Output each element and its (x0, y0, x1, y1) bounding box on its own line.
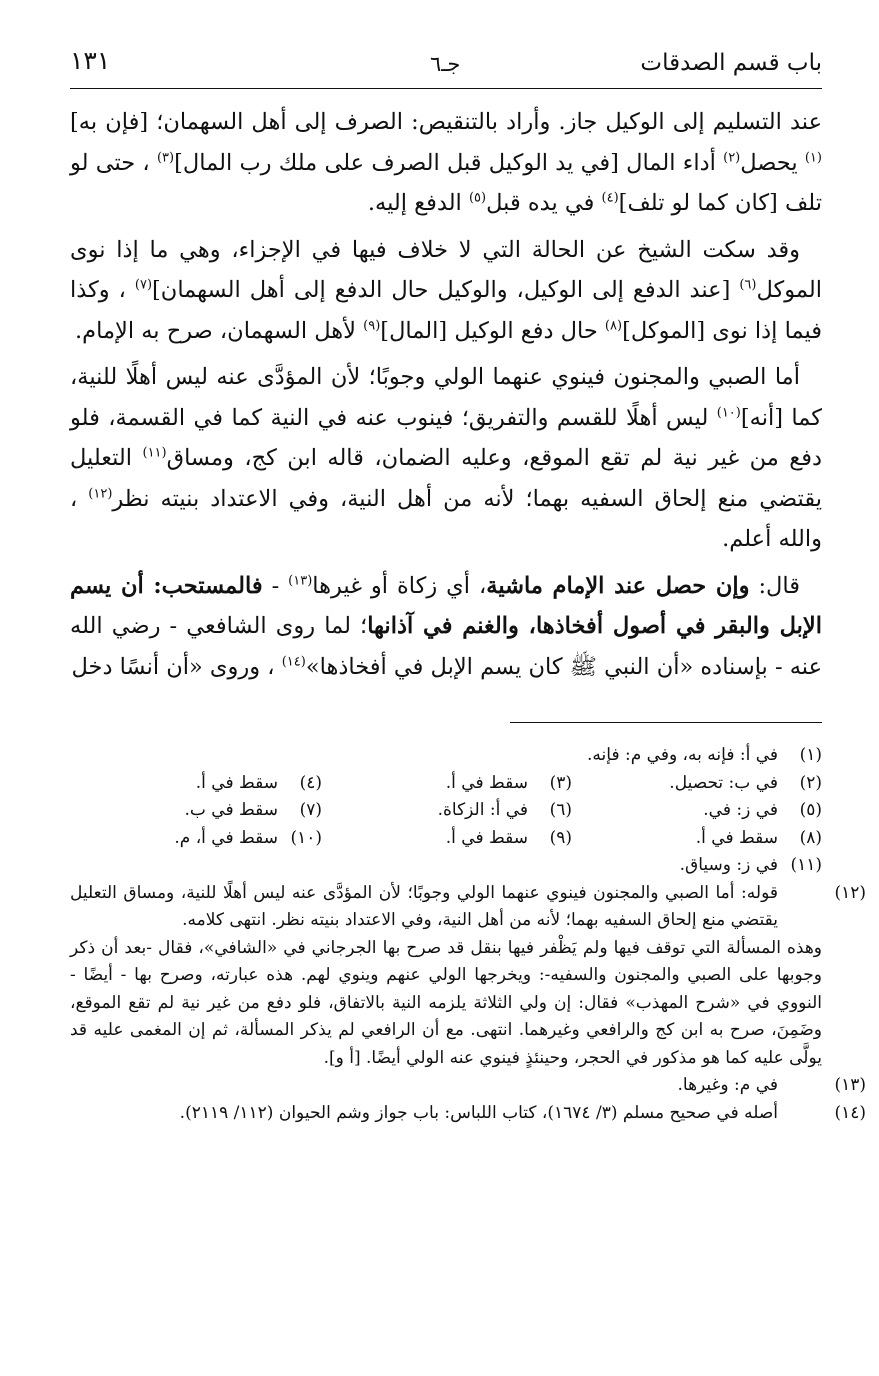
text-run: ليس أهلًا للقسم والتفريق؛ فينوب عنه في النية كما في القسمة، فلو دفع من غير نية لم تقع الموقع، وعليه الضمان، قاله ابن كج، ومساق (70, 404, 822, 471)
text-run: أما الصبي والمجنون فينوي عنهما الولي وجوبًا؛ لأن المؤدَّى عنه ليس أهلًا للنية، كما [أنه] (70, 364, 822, 431)
footnote-text: قوله: أما الصبي والمجنون فينوي عنهما الولي وجوبًا؛ لأن المؤدَّى عنه ليس أهلًا للنية، ومساق التعليل يقتضي منع إلحاق السفيه بهما؛ لأنه من أهل النية، وفي الاعتداد بنيته نظر. انتهى كلامه. (70, 882, 778, 930)
footnote-row (70, 797, 822, 825)
footnote (70, 852, 822, 880)
footnote-marker: (١٤) (281, 654, 306, 669)
footnote-marker: (٩) (363, 318, 381, 333)
footnotes (70, 742, 866, 1127)
text-run: ، وكذا فيما إذا نوى [الموكل] (70, 277, 822, 344)
chapter-title: باب قسم الصدقات (640, 50, 822, 76)
text-run: ، أي زكاة أو غيرها (312, 572, 487, 599)
paragraph-2 (70, 230, 822, 352)
text-run: لأهل السهمان، صرح به الإمام. (75, 317, 364, 344)
page-number: ١٣١ (70, 46, 111, 75)
paragraph-3 (70, 357, 822, 560)
paragraph-1 (70, 102, 822, 224)
footnote-row (70, 852, 822, 880)
text-run: الدفع إليه. (367, 190, 469, 216)
footnote (322, 797, 572, 825)
footnote-text: في أ: الزكاة. (437, 800, 528, 820)
footnote-row (70, 770, 822, 798)
footnote-paragraph (70, 935, 822, 1073)
footnote-text: سقط في ب. (184, 800, 278, 820)
paragraph-4 (70, 566, 822, 688)
footnote-text: سقط في أ. (695, 827, 778, 848)
footnote-marker: (٦) (739, 277, 757, 293)
text-run: [عند الدفع إلى الوكيل، والوكيل حال الدفع إلى أهل السهمان] (152, 277, 740, 303)
footnote-number: (٣) (549, 772, 572, 793)
footnote-paragraph (70, 1072, 866, 1100)
footnote-text: في ب: تحصيل. (669, 772, 778, 793)
footnote-number: (٥) (799, 800, 822, 820)
footnote-marker: (٨) (604, 318, 623, 333)
footnote-row (70, 825, 822, 853)
matn-text: وإن حصل عند الإمام ماشية (486, 572, 750, 599)
footnote-text: وهذه المسألة التي توقف فيها ولم يَظْفر فيها بنقل قد صرح بها الجرجاني في «الشافي»، فقال -بعد أن ذكر وجوبها على الصبي والمجنون والسفيه-: ويخرجها الولي عنهم وينوي لهم. هذه عبارته، وصرح بها - أيضًا - النووي في «شرح المهذب» فقال: إن ولي الثلاثة يلزمه النية بالاتفاق، فلو دفع من غير نية لم تقع الموقع، وضَمِنَ، صرح به ابن كج والرافعي وغيرهما. انتهى. مع أن الرافعي لم يذكر المسألة، ثم إن المغمى عليه قد يولَّى عليه كما هو مذكور في الحجر، وحينئذٍ فينوي عنه الولي أيضًا. [أ و]. (70, 937, 822, 1068)
footnote (322, 770, 572, 798)
footnote-row (70, 742, 822, 770)
text-run: حال دفع الوكيل [المال] (380, 317, 605, 344)
footnote-text: سقط في أ، م. (174, 827, 278, 848)
footnote-marker: (٤) (601, 190, 619, 206)
footnote-number: (٩) (549, 827, 572, 848)
text-run: - (262, 572, 289, 599)
footnote-13 (70, 1072, 866, 1100)
footnote-number: (٢) (799, 772, 822, 793)
text-run: وقد سكت الشيخ عن الحالة التي لا خلاف فيها في الإجزاء، وهي ما إذا نوى الموكل (70, 236, 822, 303)
footnote (122, 797, 322, 825)
page-header (70, 38, 822, 89)
text-run: ، والله أعلم. (70, 485, 822, 552)
footnote-marker: (٥) (468, 190, 487, 206)
text-run: ، وروى «أن أنسًا دخل (71, 653, 282, 680)
footnote (572, 770, 822, 798)
footnote-number: (١٣) (834, 1075, 866, 1095)
text-run: قال: (749, 572, 800, 599)
footnote-divider (510, 722, 822, 723)
footnote-text: في أ: فإنه به، وفي م: فإنه. (587, 745, 778, 765)
text-run: في يده قبل (486, 190, 602, 216)
footnote-text: في ز: في. (703, 800, 778, 820)
footnote-number: (٧) (299, 800, 322, 820)
main-text (70, 102, 822, 693)
footnote-marker: (١١) (142, 445, 167, 461)
footnote-number: (١٠) (290, 827, 322, 848)
footnote-14 (70, 1100, 866, 1128)
text-run: أداء المال [في يد الوكيل قبل الصرف على ملك رب المال] (174, 149, 724, 176)
footnote (322, 825, 572, 853)
footnote-text: سقط في أ. (445, 827, 528, 848)
footnote-number: (٦) (549, 800, 572, 820)
text-run: عند التسليم إلى الوكيل جاز. وأراد بالتنقيص: الصرف إلى أهل السهمان؛ [فإن به] (70, 109, 822, 135)
text-run: يحصل (740, 149, 805, 176)
footnote-number: (١٢) (834, 882, 866, 903)
footnote-number: (٨) (799, 827, 822, 848)
text-run: ؛ لما روى الشافعي - رضي الله عنه - بإسناده «أن النبي ﷺ كان يسم الإبل في أفخاذها» (70, 613, 822, 680)
footnote (572, 797, 822, 825)
footnote-text: سقط في أ. (445, 772, 528, 793)
footnote-number: (٤) (299, 772, 322, 793)
footnote-text: سقط في أ. (195, 772, 278, 793)
footnote (122, 770, 322, 798)
footnote-12 (70, 880, 866, 1073)
footnote-text: في م: وغيرها. (677, 1075, 778, 1095)
footnote (70, 742, 822, 770)
footnote-text: في ز: وسياق. (679, 855, 778, 875)
footnote-number: (١٤) (834, 1102, 866, 1123)
footnote-text: أصله في صحيح مسلم (٣/ ١٦٧٤)، كتاب اللباس: باب جواز وشم الحيوان (١١٢/ ٢١١٩). (179, 1102, 778, 1123)
matn-text: فالمستحب: أن يسم الإبل والبقر في أصول أفخاذها، والغنم في آذانها (70, 572, 822, 639)
text-run: التعليل يقتضي منع إلحاق السفيه بهما؛ لأنه من أهل النية، وفي الاعتداد بنيته نظر (70, 445, 822, 512)
footnote (122, 825, 322, 853)
footnote-marker: (١) (804, 150, 822, 165)
footnote-marker: (٣) (156, 150, 175, 165)
footnote-paragraph (70, 1100, 866, 1128)
footnote-marker: (١٣) (288, 573, 313, 588)
footnote-number: (١) (799, 745, 822, 765)
footnote (572, 825, 822, 853)
footnote-number: (١١) (790, 855, 822, 875)
footnote-paragraph (70, 880, 866, 935)
volume-label: جـ٦ (430, 52, 461, 76)
footnote-marker: (١٠) (716, 405, 741, 420)
footnote-marker: (٧) (134, 277, 153, 293)
footnote-marker: (٢) (723, 150, 741, 165)
footnote-marker: (١٢) (88, 486, 113, 501)
text-run: ، حتى لو تلف [كان كما لو تلف] (70, 149, 822, 216)
